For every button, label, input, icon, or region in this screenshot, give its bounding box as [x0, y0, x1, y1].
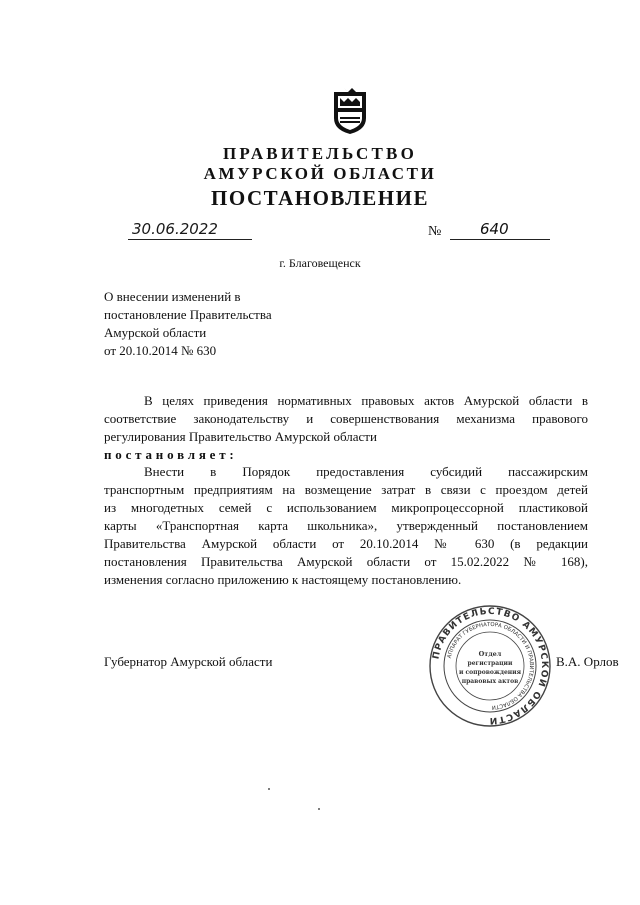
scan-speck	[318, 808, 320, 810]
preamble-line: регулирования Правительство Амурской области	[104, 429, 377, 444]
stamp-center-line: и сопровождения	[458, 669, 522, 676]
document-date: 30.06.2022	[128, 220, 252, 240]
number-label: №	[428, 224, 442, 239]
subject-line: от 20.10.2014 № 630	[104, 343, 217, 358]
scan-speck	[268, 788, 270, 790]
stamp-center-line: регистрации	[467, 660, 513, 667]
preamble-line: соответствие законодательству и совершенствования механизма правового	[104, 411, 588, 426]
body-line: Правительства Амурской области от 20.10.2014 № 630 (в редакции	[104, 536, 588, 551]
body-line: из многодетных семей с использованием микропроцессорной пластиковой	[104, 500, 588, 515]
resolves-heading: постановляет:	[104, 447, 238, 462]
official-seal-stamp	[428, 604, 552, 728]
subject-line: Амурской области	[104, 325, 207, 340]
subject-block	[104, 288, 272, 360]
government-title-line1: ПРАВИТЕЛЬСТВО	[223, 144, 417, 163]
government-title-line2: АМУРСКОЙ ОБЛАСТИ	[203, 164, 437, 183]
stamp-center-line: Отдел	[478, 650, 502, 658]
subject-line: постановление Правительства	[104, 307, 272, 322]
body-line: транспортным предприятиям на возмещение затрат в связи с проездом детей	[104, 482, 588, 497]
document-number: 640	[450, 220, 550, 240]
body-line: карты «Транспортная карта школьника», утвержденный постановлением	[104, 518, 588, 533]
preamble-line: В целях приведения нормативных правовых актов Амурской области в	[144, 393, 588, 408]
signatory-position: Губернатор Амурской области	[104, 654, 273, 669]
subject-line: О внесении изменений в	[104, 289, 241, 304]
preamble-paragraph	[104, 392, 588, 446]
stamp-inner-text: АППАРАТ ГУБЕРНАТОРА ОБЛАСТИ И ПРАВИТЕЛЬСТВА ОБЛАСТИ	[446, 621, 535, 711]
coat-of-arms-emblem	[330, 88, 370, 136]
body-line: изменения согласно приложению к настоящему постановлению.	[104, 572, 462, 587]
operative-paragraph	[104, 463, 588, 589]
signatory-name: В.А. Орлов	[556, 654, 619, 669]
stamp-center-line: правовых актов	[461, 678, 519, 685]
body-line: Внести в Порядок предоставления субсидий пассажирским	[144, 464, 588, 479]
document-type-title: ПОСТАНОВЛЕНИЕ	[211, 186, 429, 210]
body-line: постановления Правительства Амурской области от 15.02.2022 № 168),	[104, 554, 588, 569]
stamp-outer-text: ПРАВИТЕЛЬСТВО АМУРСКОЙ ОБЛАСТИ	[431, 606, 550, 726]
city-line: г. Благовещенск	[279, 256, 361, 270]
